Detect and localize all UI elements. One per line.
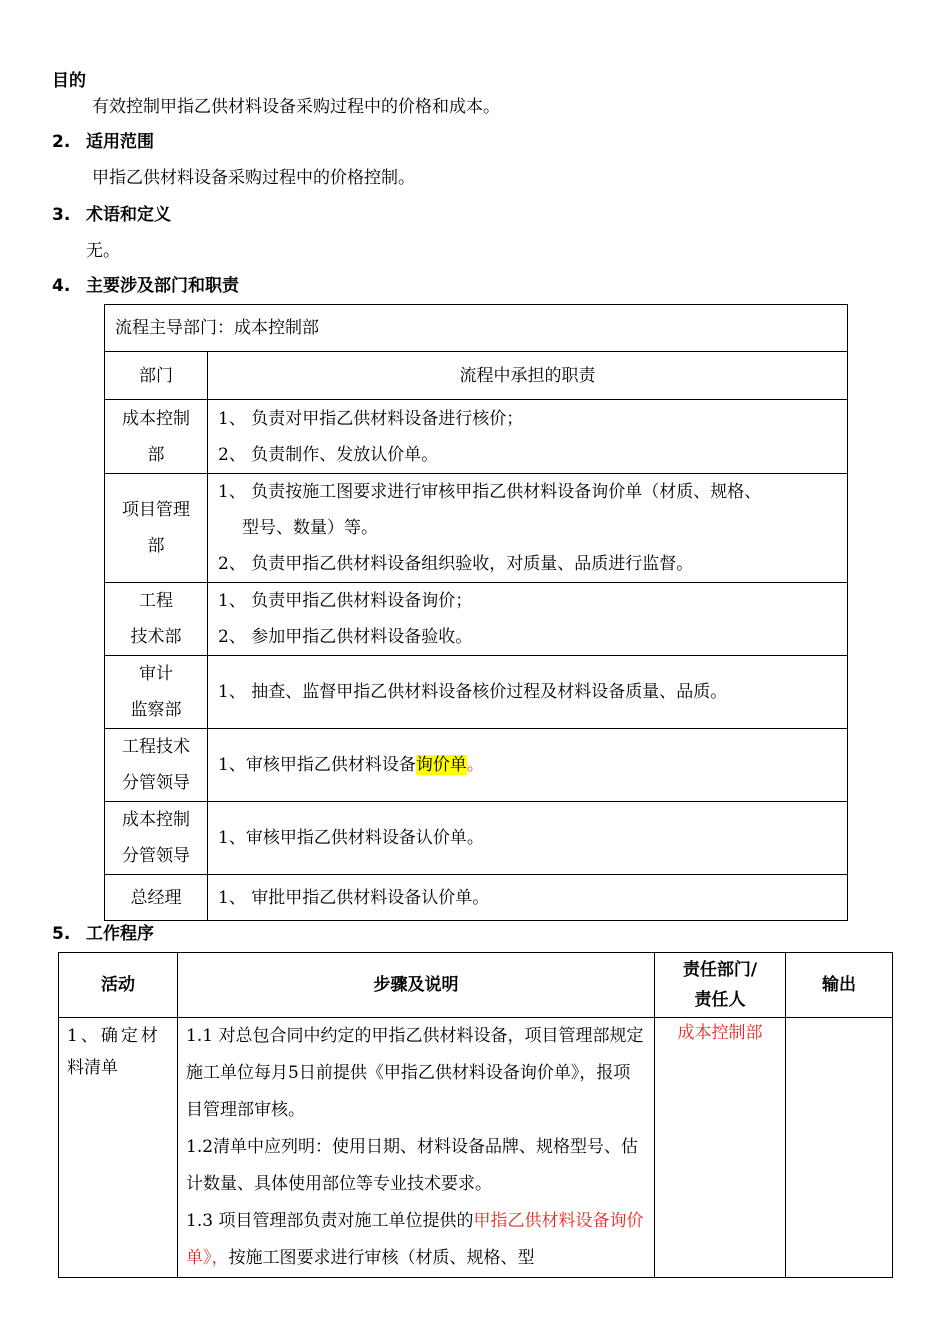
table-row [59, 1018, 893, 1278]
table-row [105, 583, 848, 656]
dept-cell: 工程 技术部 [105, 583, 208, 656]
section-1-title: 目的 [52, 71, 86, 91]
step-1-2: 1.2清单中应列明：使用日期、材料设备品牌、规格型号、估计数量、具体使用部位等专业技术要求。 [186, 1137, 639, 1194]
table-row [105, 729, 848, 802]
section-4-number: 4. [52, 276, 71, 296]
activity-cell: 1、确定材 料清单 [59, 1018, 178, 1278]
output-cell [786, 1018, 893, 1278]
duty-cell: 1、 负责按施工图要求进行审核甲指乙供材料设备询价单（材质、规格、 型号、数量）等。 2、 负责甲指乙供材料设备组织验收，对质量、品质进行监督。 [208, 474, 848, 583]
section-5-title [52, 919, 154, 944]
section-2-title [52, 127, 154, 152]
duty-cell: 1、 抽查、监督甲指乙供材料设备核价过程及材料设备质量、品质。 [208, 656, 848, 729]
duties-header: 流程中承担的职责 [208, 352, 848, 400]
section-4-title [52, 271, 239, 296]
duty-cell: 1、审核甲指乙供材料设备认价单。 [208, 802, 848, 875]
section-3-body: 无。 [86, 241, 120, 261]
highlighted-text: 询价单 [415, 755, 467, 775]
section-5-label: 工作程序 [86, 924, 154, 944]
dept-cell: 总经理 [105, 875, 208, 921]
section-3-number: 3. [52, 205, 71, 225]
step-1-1: 1.1 对总包合同中约定的甲指乙供材料设备，项目管理部规定施工单位每月5日前提供《甲指乙供材料设备询价单》，报项目管理部审核。 [186, 1026, 644, 1120]
section-3-label: 术语和定义 [86, 205, 171, 225]
steps-header: 步骤及说明 [178, 953, 655, 1018]
activity-header: 活动 [59, 953, 178, 1018]
section-1-body: 有效控制甲指乙供材料设备采购过程中的价格和成本。 [92, 97, 500, 117]
dept-cell: 成本控制 部 [105, 400, 208, 474]
section-2-body: 甲指乙供材料设备采购过程中的价格控制。 [92, 168, 415, 188]
section-2-number: 2. [52, 132, 71, 152]
lead-dept-cell: 流程主导部门：成本控制部 [105, 305, 848, 352]
dept-cell: 项目管理 部 [105, 474, 208, 583]
section-2-label: 适用范围 [86, 132, 154, 152]
duty-cell: 1、 负责对甲指乙供材料设备进行核价； 2、 负责制作、发放认价单。 [208, 400, 848, 474]
table-row [105, 656, 848, 729]
duty-cell: 1、 审批甲指乙供材料设备认价单。 [208, 875, 848, 921]
steps-cell [178, 1018, 655, 1278]
table-row [105, 875, 848, 921]
section-5-number: 5. [52, 924, 71, 944]
table-row [105, 400, 848, 474]
roles-table [104, 304, 848, 921]
dept-cell: 工程技术 分管领导 [105, 729, 208, 802]
duty-cell: 1、 负责甲指乙供材料设备询价； 2、 参加甲指乙供材料设备验收。 [208, 583, 848, 656]
dept-cell: 成本控制 分管领导 [105, 802, 208, 875]
owner-cell: 成本控制部 [655, 1018, 786, 1278]
dept-cell: 审计 监察部 [105, 656, 208, 729]
procedure-table [58, 952, 893, 1278]
table-row [105, 802, 848, 875]
duty-cell: 1、审核甲指乙供材料设备询价单。 [208, 729, 848, 802]
section-4-label: 主要涉及部门和职责 [86, 276, 239, 296]
section-3-title [52, 200, 171, 225]
table-row [105, 474, 848, 583]
output-header: 输出 [786, 953, 893, 1018]
owner-header: 责任部门/ 责任人 [655, 953, 786, 1018]
step-1-3: 1.3 项目管理部负责对施工单位提供的甲指乙供材料设备询价单》，按施工图要求进行审核（材质、规格、型 [186, 1211, 644, 1268]
dept-header: 部门 [105, 352, 208, 400]
